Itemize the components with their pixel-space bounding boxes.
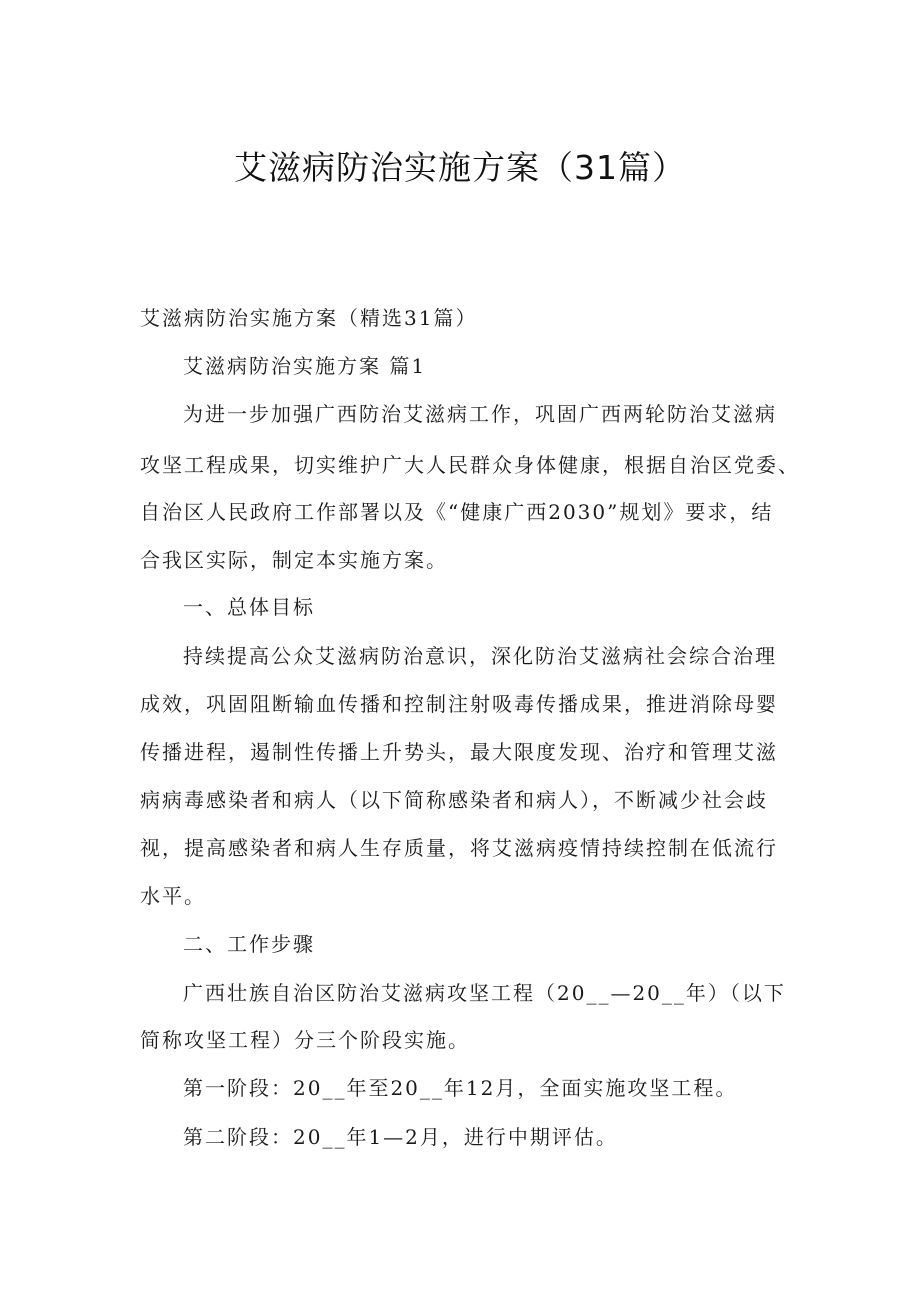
paragraph-line: 水平。: [140, 884, 206, 908]
document-title: 艾滋病防治实施方案（31篇）: [234, 148, 686, 187]
paragraph-line: 合我区实际，制定本实施方案。: [140, 548, 448, 572]
paragraph-line: 为进一步加强广西防治艾滋病工作，巩固广西两轮防治艾滋病: [183, 402, 777, 426]
paragraph-line: 传播进程，遏制性传播上升势头，最大限度发现、治疗和管理艾滋: [140, 740, 778, 764]
section-heading: 一、总体目标: [183, 595, 315, 619]
section-heading: 艾滋病防治实施方案 篇1: [183, 354, 427, 378]
section-heading: 二、工作步骤: [183, 932, 315, 956]
paragraph-line: 攻坚工程成果，切实维护广大人民群众身体健康，根据自治区党委、: [140, 453, 800, 477]
paragraph-line: 持续提高公众艾滋病防治意识，深化防治艾滋病社会综合治理: [183, 644, 777, 668]
paragraph-line: 自治区人民政府工作部署以及《“健康广西2030”规划》要求，结: [140, 500, 774, 524]
paragraph-line: 视，提高感染者和病人生存质量，将艾滋病疫情持续控制在低流行: [140, 836, 778, 860]
subtitle-line: 艾滋病防治实施方案（精选31篇）: [140, 306, 478, 330]
paragraph-line: 简称攻坚工程）分三个阶段实施。: [140, 1028, 470, 1052]
paragraph-line: 病病毒感染者和病人（以下简称感染者和病人），不断减少社会歧: [140, 788, 768, 812]
paragraph-line: 成效，巩固阻断输血传播和控制注射吸毒传播成果，推进消除母婴: [140, 692, 778, 716]
paragraph-line: 第一阶段：20__年至20__年12月，全面实施攻坚工程。: [183, 1076, 738, 1100]
paragraph-line: 第二阶段：20__年1—2月，进行中期评估。: [183, 1125, 618, 1149]
paragraph-line: 广西壮族自治区防治艾滋病攻坚工程（20__—20__年）（以下: [183, 981, 786, 1005]
